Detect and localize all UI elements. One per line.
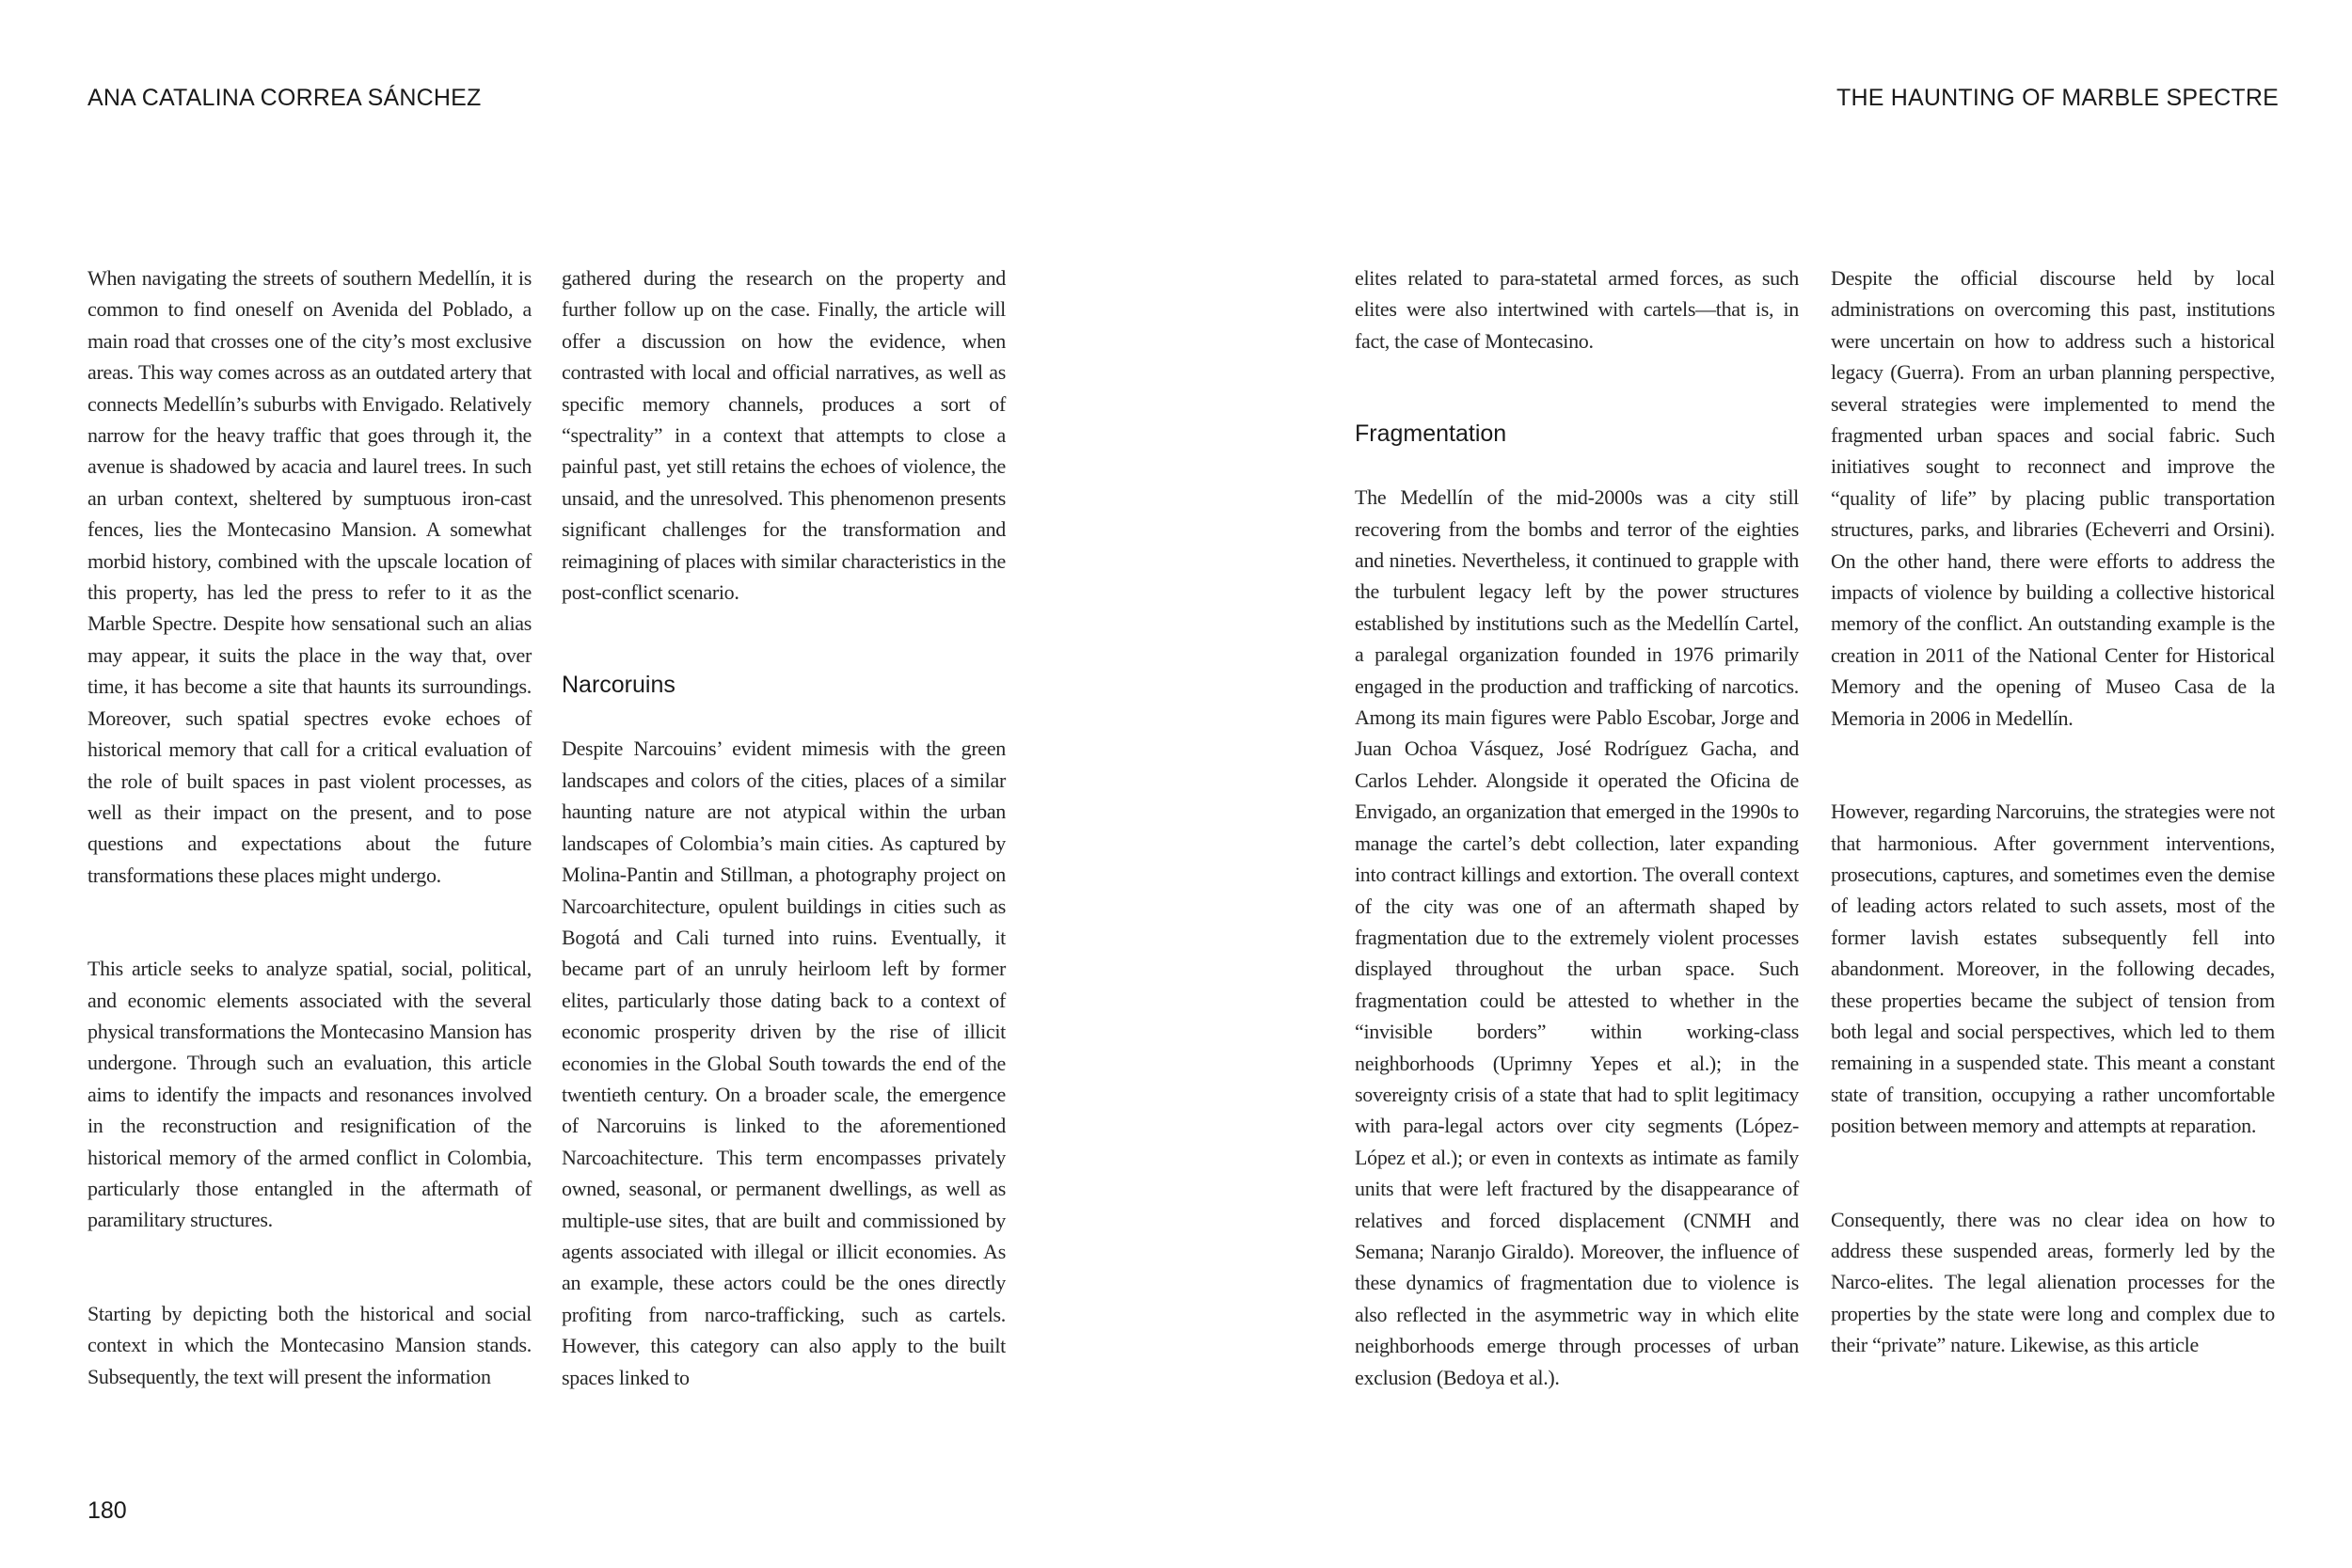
text-column-2 (562, 262, 1006, 1393)
paragraph: However, regarding Narcoruins, the strategies were not that harmonious. After government interventions, prosecutions, captures, and sometimes even the demise of leading actors related to such assets, most of the former lavish estates subsequently fell into abandonment. Moreover, in the following decades, these properties became the subject of tension from both legal and social perspectives, which led to them remaining in a suspended state. This meant a constant state of transition, occupying a rather uncomfortable position between memory and attempts at reparation. (1831, 800, 2275, 1138)
paragraph: Starting by depicting both the historical and social context in which the Montecasino Mansion stands. Subsequently, the text will present the information (87, 1301, 532, 1388)
running-head-author: ANA CATALINA CORREA SÁNCHEZ (87, 85, 482, 111)
paragraph: This article seeks to analyze spatial, social, political, and economic elements associated with the several physical transformations the Montecasino Mansion has undergone. Through such an evaluation, this article aims to identify the impacts and resonances involved in the reconstruction and resignification of the historical memory of the armed conflict in Colombia, particularly those entangled in the aftermath of paramilitary structures. (87, 957, 532, 1232)
text-column-3 (1355, 262, 1799, 1393)
text-column-4 (1831, 262, 2275, 1361)
running-head-title: THE HAUNTING OF MARBLE SPECTRE (1836, 85, 2279, 111)
paragraph: When navigating the streets of southern Medellín, it is common to find oneself on Avenida del Poblado, a main road that crosses one of the city’s most exclusive areas. This way comes across as an outdated artery that connects Medellín’s suburbs with Envigado. Relatively narrow for the heavy traffic that goes through it, the avenue is shadowed by acacia and laurel trees. In such an urban context, sheltered by sumptuous iron-cast fences, lies the Montecasino Mansion. A somewhat morbid history, combined with the upscale location of this property, has led the press to refer to it as the Marble Spectre. Despite how sensational such an alias may appear, it suits the place in the way that, over time, it has become a site that haunts its surroundings. Moreover, such spatial spectres evoke echoes of historical memory that call for a critical evaluation of the role of built spaces in past violent processes, as well as their impact on the present, and to pose questions and expectations about the future transformations these places might undergo. (87, 266, 532, 887)
paragraph: elites related to para-statetal armed forces, as such elites were also intertwined with cartels—that is, in fact, the case of Montecasino. (1355, 266, 1799, 353)
page-number: 180 (87, 1497, 127, 1524)
paragraph: gathered during the research on the property and further follow up on the case. Finally, the article will offer a discussion on how the evidence, when contrasted with local and official narratives, as well as specific memory channels, produces a sort of “spectrality” in a context that attempts to close a painful past, yet still retains the echoes of violence, the unsaid, and the unresolved. This phenomenon presents significant challenges for the transformation and reimagining of places with similar characteristics in the post-conflict scenario. (562, 266, 1006, 605)
right-page (1176, 0, 2352, 1568)
section-heading-fragmentation: Fragmentation (1355, 420, 1507, 448)
paragraph: Despite the official discourse held by local administrations on overcoming this past, institutions were uncertain on how to address such a historical legacy (Guerra). From an urban planning perspective, several strategies were implemented to mend the fragmented urban spaces and social fabric. Such initiatives sought to reconnect and improve the “quality of life” by placing public transportation structures, parks, and libraries (Echeverri and Orsini). On the other hand, there were efforts to address the impacts of violence by building a collective historical memory of the conflict. An outstanding example is the creation in 2011 of the National Center for Historical Memory and the opening of Museo Casa de la Memoria in 2006 in Medellín. (1831, 266, 2275, 730)
text-column-1 (87, 262, 532, 1392)
paragraph: The Medellín of the mid-2000s was a city still recovering from the bombs and terror of the eighties and nineties. Nevertheless, it continued to grapple with the turbulent legacy left by the power structures established by institutions such as the Medellín Cartel, a paralegal organization founded in 1976 primarily engaged in the production and trafficking of narcotics. Among its main figures were Pablo Escobar, Jorge and Juan Ochoa Vásquez, José Rodríguez Gacha, and Carlos Lehder. Alongside it operated the Oficina de Envigado, an organization that emerged in the 1990s to manage the cartel’s debt collection, later expanding into contract killings and extortion. The overall context of the city was one of an aftermath shaped by fragmentation due to the extremely violent processes displayed throughout the urban space. Such fragmentation could be attested to whether in the “invisible borders” within working-class neighborhoods (Uprimny Yepes et al.); in the sovereignty crisis of a state that had to split legitimacy with para-legal actors over city segments (López-López et al.); or even in contexts as intimate as family units that were left fractured by the disappearance of relatives and forced displacement (CNMH and Semana; Naranjo Giraldo). Moreover, the influence of these dynamics of fragmentation due to violence is also reflected in the asymmetric way in which elite neighborhoods emerge through processes of urban exclusion (Bedoya et al.). (1355, 485, 1799, 1389)
paragraph: Consequently, there was no clear idea on how to address these suspended areas, formerly led by the Narco-elites. The legal alienation processes for the properties by the state were long and complex due to their “private” nature. Likewise, as this article (1831, 1207, 2275, 1357)
paragraph: Despite Narcouins’ evident mimesis with the green landscapes and colors of the cities, places of a similar haunting nature are not atypical within the urban landscapes of Colombia’s main cities. As captured by Molina-Pantin and Stillman, a photography project on Narcoarchitecture, opulent buildings in cities such as Bogotá and Cali turned into ruins. Eventually, it became part of an unruly heirloom left by former elites, particularly those dating back to a context of economic prosperity driven by the rise of illicit economies in the Global South towards the end of the twentieth century. On a broader scale, the emergence of Narcoruins is linked to the aforementioned Narcoachitecture. This term encompasses privately owned, seasonal, or permanent dwellings, as well as multiple-use sites, that are built and commissioned by agents associated with illegal or illicit economies. As an example, these actors could be the ones directly profiting from narco-trafficking, such as cartels. However, this category can also apply to the built spaces linked to (562, 736, 1006, 1389)
section-heading-narcoruins: Narcoruins (562, 672, 675, 699)
